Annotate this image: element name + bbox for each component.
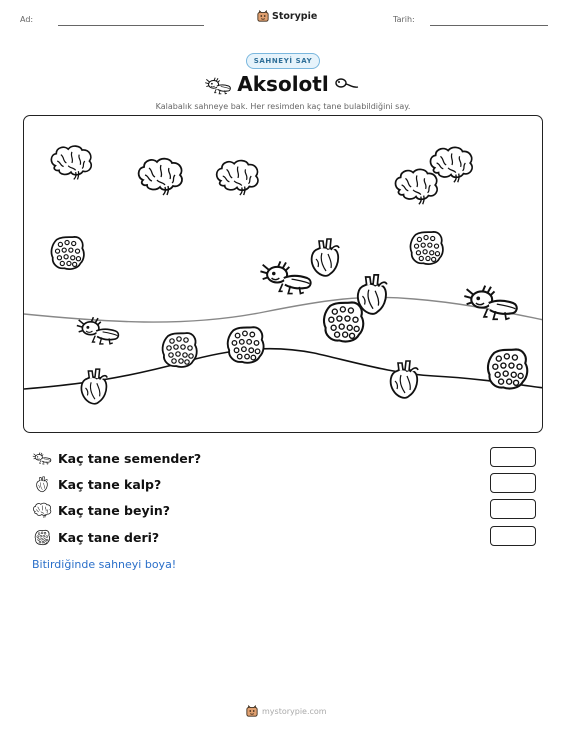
page-title: Aksolotl bbox=[237, 72, 329, 96]
date-label: Tarih: bbox=[393, 15, 415, 24]
brain-drawing bbox=[392, 166, 440, 206]
brain-drawing bbox=[48, 143, 94, 181]
skin-icon bbox=[32, 528, 52, 546]
storypie-logo-icon bbox=[246, 705, 258, 717]
skin-drawing bbox=[49, 234, 87, 272]
brain-icon bbox=[32, 501, 52, 519]
brain-drawing bbox=[135, 156, 185, 196]
axolotl-icon bbox=[32, 449, 52, 467]
brand-name: Storypie bbox=[272, 10, 318, 22]
question-text: Kaç tane deri? bbox=[58, 529, 160, 545]
date-field[interactable] bbox=[430, 25, 548, 26]
heart-drawing bbox=[387, 358, 421, 402]
heart-drawing bbox=[78, 366, 110, 408]
axolotl-drawing bbox=[75, 314, 121, 348]
brand bbox=[257, 10, 317, 22]
skin-drawing bbox=[160, 330, 200, 370]
skin-drawing bbox=[485, 346, 531, 392]
tadpole-icon bbox=[334, 76, 360, 92]
heart-drawing bbox=[308, 237, 342, 279]
question-row bbox=[32, 526, 536, 548]
axolotl-drawing bbox=[258, 258, 314, 298]
storypie-logo-icon bbox=[257, 10, 269, 22]
question-text: Kaç tane semender? bbox=[58, 450, 202, 466]
name-field[interactable] bbox=[58, 25, 204, 26]
skin-drawing bbox=[408, 229, 446, 267]
heart-icon bbox=[32, 475, 52, 493]
brain-drawing bbox=[213, 158, 261, 196]
answer-box[interactable] bbox=[490, 526, 536, 546]
question-row bbox=[32, 473, 536, 495]
question-row bbox=[32, 499, 536, 521]
instructions: Kalabalık sahneye bak. Her resimden kaç tane bulabildiğini say. bbox=[155, 102, 411, 111]
question-row bbox=[32, 447, 536, 469]
counting-scene bbox=[23, 115, 543, 433]
axolotl-drawing bbox=[462, 282, 520, 324]
answer-box[interactable] bbox=[490, 473, 536, 493]
question-text: Kaç tane beyin? bbox=[58, 502, 171, 518]
question-text: Kaç tane kalp? bbox=[58, 476, 162, 492]
skin-drawing bbox=[225, 324, 267, 366]
activity-badge: SAHNEYİ SAY bbox=[246, 53, 320, 69]
coloring-prompt: Bitirdiğinde sahneyi boya! bbox=[32, 558, 177, 571]
answer-box[interactable] bbox=[490, 447, 536, 467]
heart-drawing bbox=[354, 272, 390, 318]
answer-box[interactable] bbox=[490, 499, 536, 519]
site-footer bbox=[246, 705, 327, 717]
name-label: Ad: bbox=[20, 15, 34, 24]
site-url: mystorypie.com bbox=[262, 706, 327, 716]
